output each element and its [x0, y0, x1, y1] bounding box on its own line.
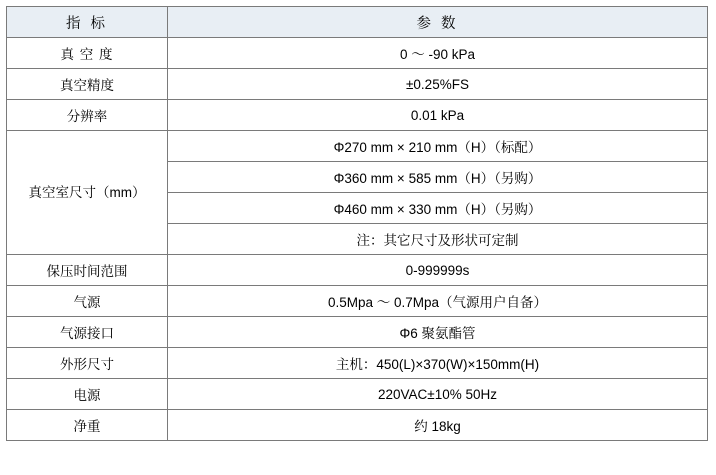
row-label-hold-time-range: 保压时间范围: [7, 255, 168, 286]
row-value-overall-dimensions: 主机：450(L)×370(W)×150mm(H): [168, 348, 708, 379]
row-value-chamber-size-option-2: Φ460 mm × 330 mm（H）（另购）: [168, 193, 708, 224]
row-label-vacuum-degree: 真 空 度: [7, 38, 168, 69]
table-header-row: [7, 7, 708, 38]
row-value-vacuum-accuracy: ±0.25%FS: [168, 69, 708, 100]
row-value-air-source-interface: Φ6 聚氨酯管: [168, 317, 708, 348]
row-label-resolution: 分辨率: [7, 100, 168, 131]
table-row: [7, 131, 708, 162]
table-body: [7, 38, 708, 441]
row-label-overall-dimensions: 外形尺寸: [7, 348, 168, 379]
row-value-chamber-size-standard: Φ270 mm × 210 mm（H）（标配）: [168, 131, 708, 162]
row-value-vacuum-degree: 0 ～ -90 kPa: [168, 38, 708, 69]
row-label-chamber-size: 真空室尺寸（mm）: [7, 131, 168, 255]
row-value-resolution: 0.01 kPa: [168, 100, 708, 131]
row-value-chamber-size-option-1: Φ360 mm × 585 mm（H）（另购）: [168, 162, 708, 193]
table-row: [7, 286, 708, 317]
row-label-air-source-interface: 气源接口: [7, 317, 168, 348]
row-value-power-supply: 220VAC±10% 50Hz: [168, 379, 708, 410]
row-label-vacuum-accuracy: 真空精度: [7, 69, 168, 100]
column-header-indicator: 指 标: [7, 7, 168, 38]
table-row: [7, 38, 708, 69]
row-value-chamber-size-note: 注：其它尺寸及形状可定制: [168, 224, 708, 255]
table-row: [7, 255, 708, 286]
column-header-parameter: 参 数: [168, 7, 708, 38]
table-row: [7, 379, 708, 410]
specification-table: [6, 6, 708, 441]
row-value-hold-time-range: 0-999999s: [168, 255, 708, 286]
row-value-air-source: 0.5Mpa ～ 0.7Mpa（气源用户自备）: [168, 286, 708, 317]
table-row: [7, 317, 708, 348]
row-label-net-weight: 净重: [7, 410, 168, 441]
table-header: [7, 7, 708, 38]
table-row: [7, 100, 708, 131]
row-value-net-weight: 约 18kg: [168, 410, 708, 441]
table-row: [7, 348, 708, 379]
row-label-power-supply: 电源: [7, 379, 168, 410]
table-row: [7, 69, 708, 100]
row-label-air-source: 气源: [7, 286, 168, 317]
table-row: [7, 410, 708, 441]
